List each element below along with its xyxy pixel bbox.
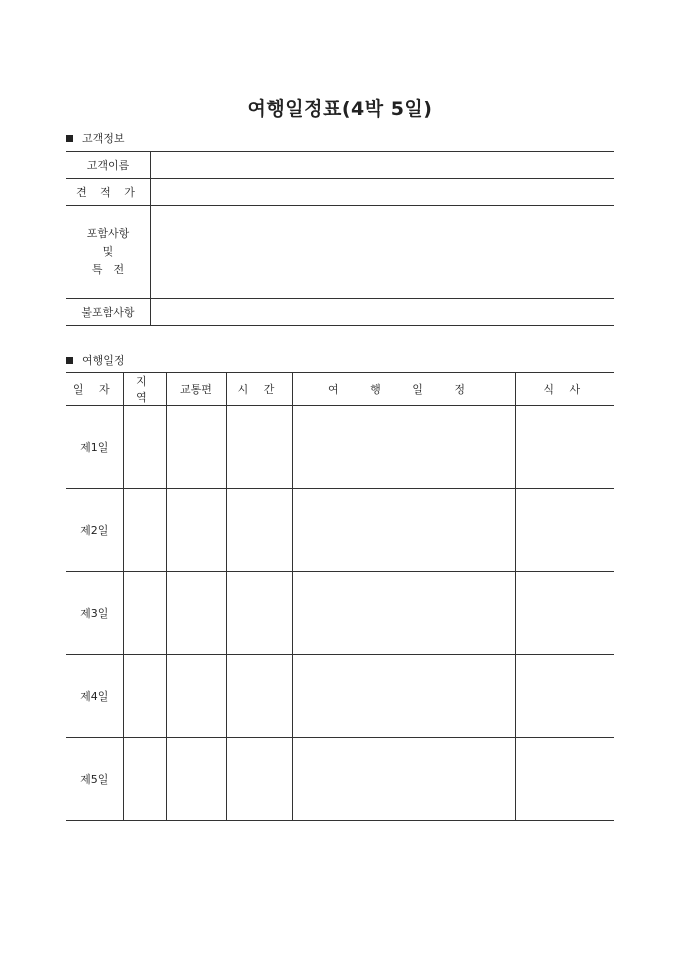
- col-meals-header: 식 사: [543, 383, 587, 396]
- quote-row: [66, 179, 614, 206]
- customer-name-label: 고객이름: [66, 152, 151, 179]
- time-cell[interactable]: [226, 406, 292, 489]
- col-time-header: 시 간: [226, 373, 292, 406]
- transport-cell[interactable]: [166, 738, 226, 821]
- transport-cell[interactable]: [166, 406, 226, 489]
- day-label: 제3일: [66, 572, 123, 655]
- transport-cell[interactable]: [166, 489, 226, 572]
- schedule-cell[interactable]: [292, 655, 515, 738]
- included-row: [66, 206, 614, 299]
- itinerary-table: [66, 372, 614, 821]
- day-label: 제2일: [66, 489, 123, 572]
- excluded-value[interactable]: [151, 299, 615, 326]
- included-value[interactable]: [151, 206, 615, 299]
- included-label-line-2: 및: [102, 245, 114, 258]
- meals-cell[interactable]: [515, 489, 614, 572]
- itinerary-section-heading: [66, 352, 125, 368]
- included-label-line-3: 특 전: [91, 263, 125, 276]
- transport-cell[interactable]: [166, 572, 226, 655]
- col-date-header: 일 자: [66, 373, 123, 406]
- day-label: 제5일: [66, 738, 123, 821]
- schedule-cell[interactable]: [292, 572, 515, 655]
- time-cell[interactable]: [226, 738, 292, 821]
- itinerary-section-label: 여행일정: [82, 354, 125, 367]
- included-label: [66, 206, 151, 299]
- table-row: [66, 738, 614, 821]
- col-transport-header: 교통편: [166, 373, 226, 406]
- quote-label: 견 적 가: [66, 179, 151, 206]
- col-schedule-header: 여 행 일 정: [292, 373, 515, 406]
- meals-cell[interactable]: [515, 572, 614, 655]
- customer-info-table: [66, 151, 614, 326]
- table-row: [66, 655, 614, 738]
- quote-value[interactable]: [151, 179, 615, 206]
- meals-cell[interactable]: [515, 655, 614, 738]
- time-cell[interactable]: [226, 655, 292, 738]
- meals-cell[interactable]: [515, 738, 614, 821]
- customer-section-label: 고객정보: [82, 132, 125, 145]
- customer-name-row: [66, 152, 614, 179]
- schedule-cell[interactable]: [292, 489, 515, 572]
- time-cell[interactable]: [226, 489, 292, 572]
- region-cell[interactable]: [123, 655, 166, 738]
- region-cell[interactable]: [123, 489, 166, 572]
- table-row: [66, 406, 614, 489]
- excluded-label: 불포함사항: [66, 299, 151, 326]
- customer-section-heading: [66, 130, 125, 146]
- time-cell[interactable]: [226, 572, 292, 655]
- region-cell[interactable]: [123, 406, 166, 489]
- included-label-line-1: 포함사항: [86, 227, 130, 240]
- meals-cell[interactable]: [515, 406, 614, 489]
- bullet-square-icon: [66, 135, 73, 142]
- day-label: 제1일: [66, 406, 123, 489]
- table-row: [66, 489, 614, 572]
- schedule-cell[interactable]: [292, 738, 515, 821]
- excluded-row: [66, 299, 614, 326]
- page-title: 여행일정표(4박 5일): [247, 98, 433, 120]
- customer-name-value[interactable]: [151, 152, 615, 179]
- region-cell[interactable]: [123, 738, 166, 821]
- table-row: [66, 572, 614, 655]
- col-region-header: 지 역: [123, 373, 166, 406]
- transport-cell[interactable]: [166, 655, 226, 738]
- day-label: 제4일: [66, 655, 123, 738]
- bullet-square-icon: [66, 357, 73, 364]
- itinerary-header-row: [66, 373, 614, 406]
- region-cell[interactable]: [123, 572, 166, 655]
- schedule-cell[interactable]: [292, 406, 515, 489]
